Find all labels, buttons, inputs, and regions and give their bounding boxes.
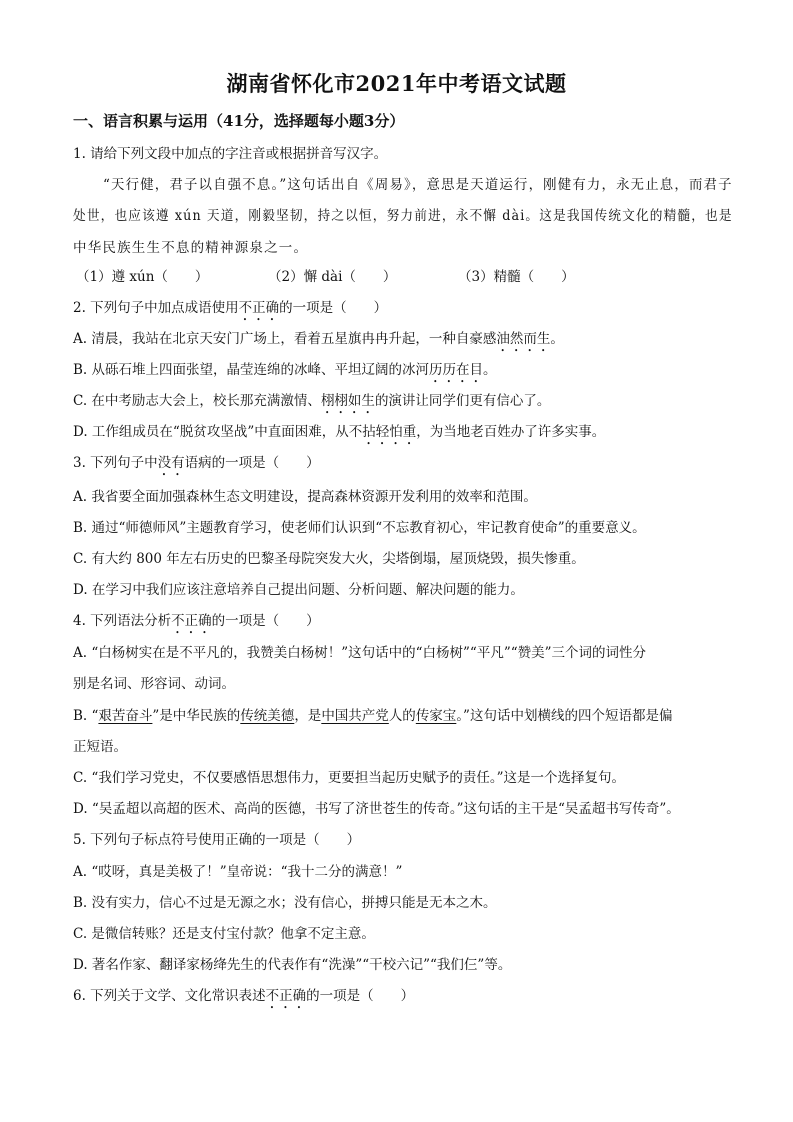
q1-blank-2: （2）懈 dài（ ） [268,269,397,285]
page-title: 湖南省怀化市2021年中考语文试题 [226,71,567,96]
q4-option-a-line-2: 别是名词、形容词、动词。 [73,676,235,692]
q4-b-underlined-1: 艰苦奋斗 [98,708,153,724]
question-5-stem: 5. 下列句子标点符号使用正确的一项是（ ） [73,832,361,848]
q4-b-seg-3: ，是 [294,708,322,724]
q5-option-b: B. 没有实力，信心不过是无源之水；没有信心，拼搏只能是无本之木。 [73,895,497,911]
q6-stem-text: 6. 下列关于文学、文化常识表述 [73,988,266,1004]
q4-option-b-line-1 [73,704,672,724]
q3-option-d: D. 在学习中我们应该注意培养自己提出问题、分析问题、解决问题的能力。 [73,582,524,598]
section-heading: 一、语言积累与运用（41分，选择题每小题3分） [73,112,405,130]
question-6-stem [73,984,414,1012]
q4-b-underlined-4: 传家宝 [415,708,457,724]
q2-c-tail: 的演讲让同学们更有信心了。 [374,393,551,409]
question-3-stem [73,451,320,479]
q3-stem-text: 3. 下列句子中 [73,455,158,471]
q1-passage-line-1: “天行健，君子以自强不息。”这句话出自《周易》，意思是天道运行，刚健有力，永无止息，而君子 [103,177,733,193]
q4-stem-tail: 的一项是（ ） [211,613,320,629]
q2-c-text: C. 在中考励志大会上，校长那充满激情、 [73,393,321,409]
q4-b-seg-5: 。”这句话中划横线的四个短语都是偏 [456,708,673,724]
q2-d-text: D. 工作组成员在“脱贫攻坚战”中直面困难，从不 [73,424,363,440]
q2-a-tail: 。 [550,331,564,347]
q5-option-c: C. 是微信转账？还是支付宝付款？他拿不定主意。 [73,926,375,942]
question-2-stem [73,296,387,324]
q4-option-b-line-2: 正短语。 [73,739,127,755]
q2-b-idiom: 历历在目 [429,362,484,378]
q4-option-a-line-1: A. “白杨树实在是不平凡的，我赞美白杨树！”这句话中的“白杨树”“平凡”“赞美”三个词的词性分 [73,645,647,661]
q1-passage-line-2: 处世，也应该遵 xún 天道，刚毅坚韧，持之以恒，努力前进，永不懈 dài。这是我国传统文化的精髓，也是 [73,208,733,224]
q4-b-underlined-2: 传统美德 [240,708,295,724]
q4-option-d: D. “吴孟超以高超的医术、高尚的医德，书写了济世苍生的传奇。”这句话的主干是“吴孟超书写传奇”。 [73,801,680,817]
q2-stem-emphasis: 不正确 [238,300,280,316]
q3-option-b: B. 通过“师德师风”主题教育学习，使老师们认识到“不忘教育初心，牢记教育使命”的重要意义。 [73,520,646,536]
q2-c-idiom: 栩栩如生 [320,393,375,409]
q3-option-a: A. 我省要全面加强森林生态文明建设，提高森林资源开发利用的效率和范围。 [73,489,537,505]
q1-blank-1: （1）遵 xún（ ） [76,269,209,285]
q2-option-d [73,420,605,448]
q2-option-a [73,327,564,355]
q6-stem-tail: 的一项是（ ） [306,988,415,1004]
q4-b-underlined-3: 中国共产党 [321,708,389,724]
q2-option-c [73,389,550,417]
q3-option-c: C. 有大约 800 年左右历史的巴黎圣母院突发大火，尖塔倒塌，屋顶烧毁，损失惨重。 [73,551,585,567]
q4-b-seg-2: ”是中华民族的 [152,708,241,724]
q1-passage-line-3: 中华民族生生不息的精神源泉之一。 [73,240,309,256]
question-4-stem [73,609,320,637]
q2-stem-tail: 的一项是（ ） [279,300,388,316]
q4-option-c: C. “我们学习党史，不仅要感悟思想伟力，更要担当起历史赋予的责任。”这是一个选择复句。 [73,770,625,786]
q4-stem-emphasis: 不正确 [171,613,212,629]
q1-blank-3: （3）精髓（ ） [458,269,575,285]
q6-stem-emphasis: 不正确 [265,988,307,1004]
q2-d-tail: ，为当地老百姓办了许多实事。 [416,424,606,440]
q2-b-text: B. 从砾石堆上四面张望，晶莹连绵的冰峰、平坦辽阔的冰河 [73,362,430,378]
q4-b-seg-4: 人的 [388,708,416,724]
q3-stem-emphasis: 没有 [157,455,185,471]
q5-option-d: D. 著名作家、翻译家杨绛先生的代表作有“洗澡”“干校六记”“我们仨”等。 [73,957,512,973]
q2-a-text: A. 清晨，我站在北京天安门广场上，看着五星旗冉冉升起，一种自豪感 [73,331,497,347]
q2-a-idiom: 油然而生 [496,331,551,347]
q2-option-b [73,358,497,386]
question-1-stem: 1. 请给下列文段中加点的字注音或根据拼音写汉字。 [73,146,388,162]
q2-d-idiom: 拈轻怕重 [362,424,417,440]
q5-option-a: A. “哎呀，真是美极了！”皇帝说：“我十二分的满意！” [73,864,403,880]
q2-b-tail: 。 [483,362,497,378]
q3-stem-tail: 语病的一项是（ ） [184,455,320,471]
q2-stem-text: 2. 下列句子中加点成语使用 [73,300,239,316]
q4-stem-text: 4. 下列语法分析 [73,613,172,629]
q4-b-seg-1: B. “ [73,708,99,724]
